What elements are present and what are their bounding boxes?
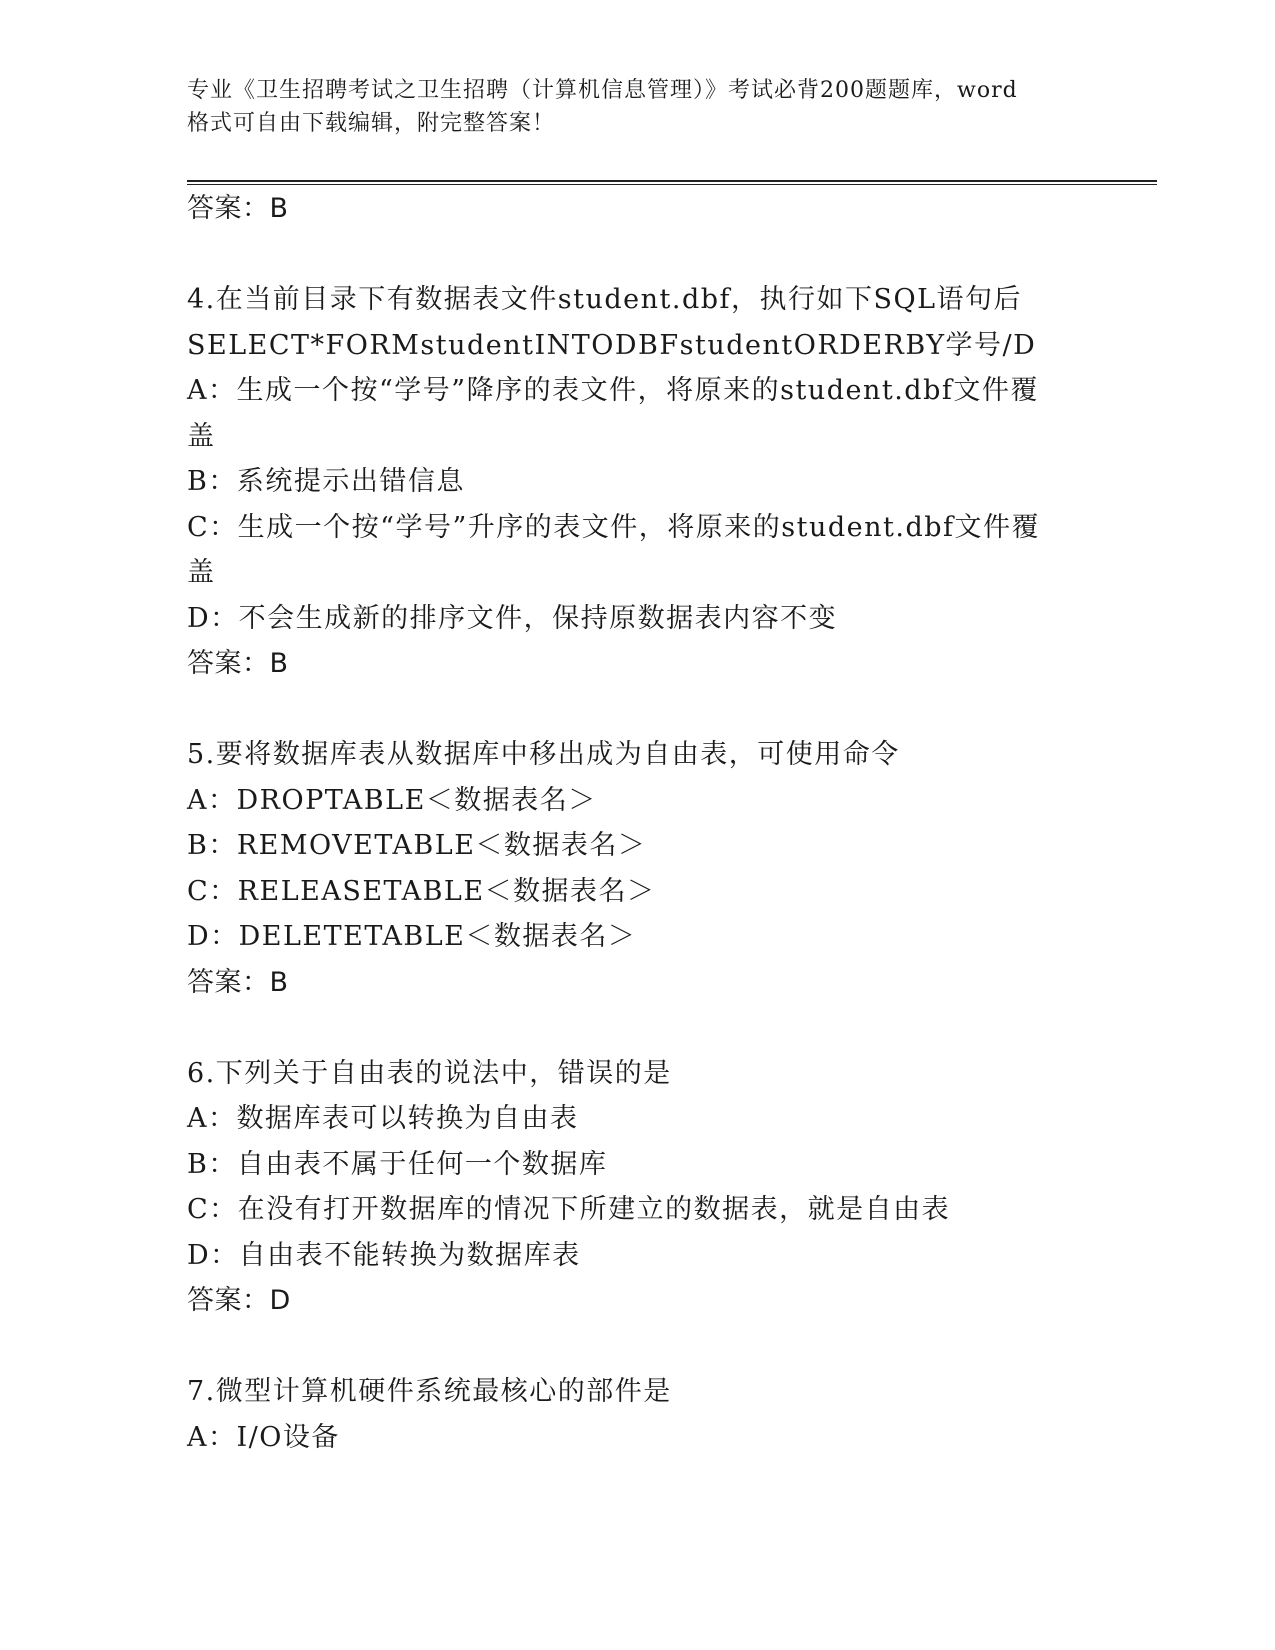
question-5 xyxy=(187,732,1107,1005)
spacer xyxy=(187,1005,1107,1051)
question-stem: 6.下列关于自由表的说法中，错误的是 xyxy=(187,1057,672,1089)
question-4 xyxy=(187,277,1107,687)
spacer xyxy=(187,687,1107,733)
option-b: B：自由表不属于任何一个数据库 xyxy=(187,1148,608,1180)
option-c: C：RELEASETABLE＜数据表名＞ xyxy=(187,875,656,907)
option-a-cont: 盖 xyxy=(187,420,216,452)
answer: 答案：D xyxy=(187,1285,291,1316)
option-b: B：REMOVETABLE＜数据表名＞ xyxy=(187,830,647,861)
question-stem: 5.要将数据库表从数据库中移出成为自由表，可使用命令 xyxy=(187,739,900,770)
question-6 xyxy=(187,1051,1107,1324)
option-c: C：生成一个按“学号”升序的表文件，将原来的student.dbf文件覆 xyxy=(187,511,1041,543)
question-stem-cont: SELECT*FORMstudentINTODBFstudentORDERBY学号/D xyxy=(187,329,1037,361)
option-d: D：自由表不能转换为数据库表 xyxy=(187,1239,581,1271)
answer: 答案：B xyxy=(187,966,289,998)
document-header xyxy=(187,74,1087,140)
option-a: A：数据库表可以转换为自由表 xyxy=(187,1103,579,1134)
question-list xyxy=(187,186,1107,1460)
question-stem: 7.微型计算机硬件系统最核心的部件是 xyxy=(187,1376,672,1407)
option-c: C：在没有打开数据库的情况下所建立的数据表，就是自由表 xyxy=(187,1194,951,1225)
question-stem: 4.在当前目录下有数据表文件student.dbf，执行如下SQL语句后 xyxy=(187,284,1023,315)
answer-q3: 答案：B xyxy=(187,193,289,224)
answer: 答案：B xyxy=(187,648,289,679)
spacer xyxy=(187,1324,1107,1370)
header-line-2: 格式可自由下载编辑，附完整答案！ xyxy=(187,111,556,136)
option-a: A：DROPTABLE＜数据表名＞ xyxy=(187,784,597,816)
option-d: D：DELETETABLE＜数据表名＞ xyxy=(187,921,637,952)
spacer xyxy=(187,232,1107,278)
option-a: A：I/O设备 xyxy=(187,1421,340,1453)
header-line-1: 专业《卫生招聘考试之卫生招聘（计算机信息管理）》考试必背200题题库，word xyxy=(187,78,1018,103)
header-divider xyxy=(187,180,1157,182)
option-b: B：系统提示出错信息 xyxy=(187,466,465,497)
option-a: A：生成一个按“学号”降序的表文件，将原来的student.dbf文件覆 xyxy=(187,375,1039,406)
option-d: D：不会生成新的排序文件，保持原数据表内容不变 xyxy=(187,602,838,634)
header-divider-thin xyxy=(187,184,1157,185)
question-7 xyxy=(187,1369,1107,1460)
option-c-cont: 盖 xyxy=(187,557,216,588)
